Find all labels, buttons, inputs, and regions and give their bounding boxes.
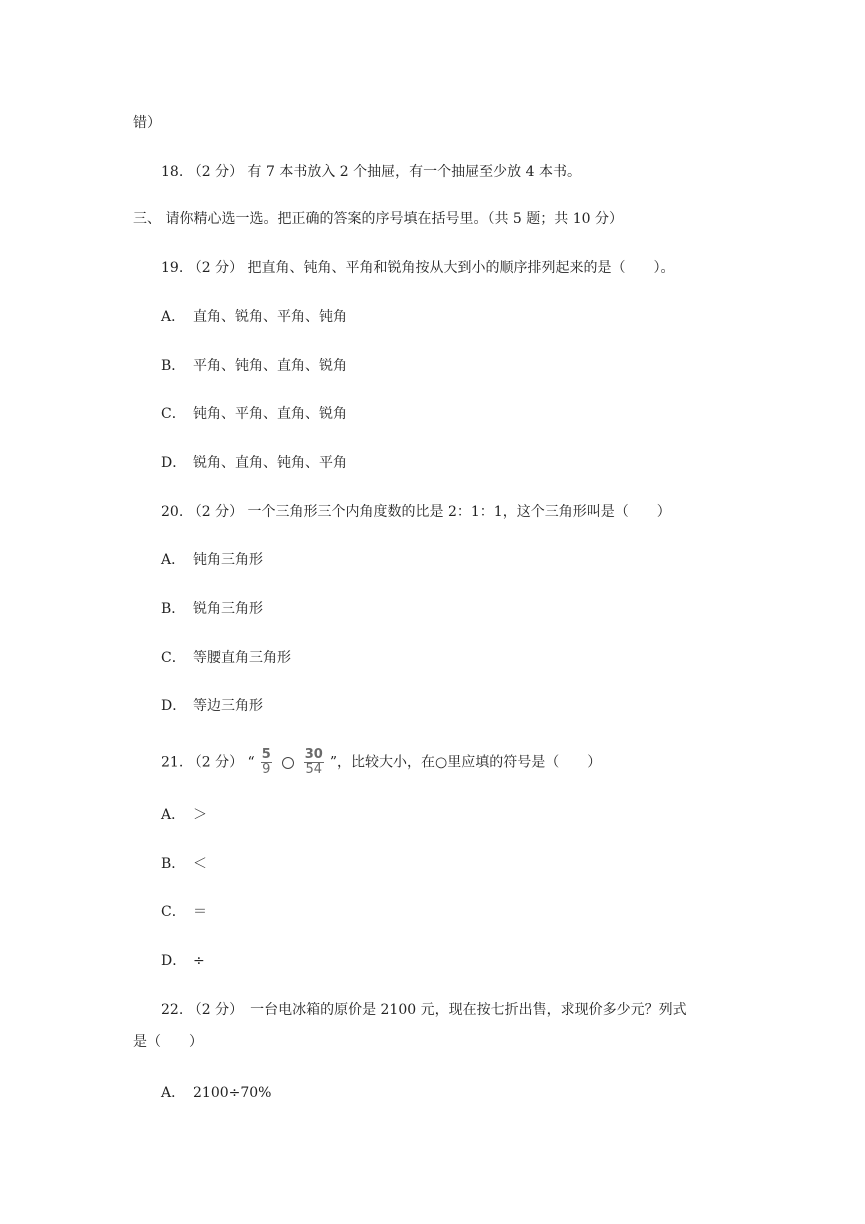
option-text: 钝角三角形 xyxy=(193,552,263,568)
fraction-denominator: 54 xyxy=(305,762,323,777)
option-text: ＞ xyxy=(193,807,207,823)
option-text: 2100÷70% xyxy=(193,1085,272,1101)
fraction-numerator: 30 xyxy=(304,747,323,762)
q19-option-b xyxy=(161,356,347,376)
circle-blank-icon xyxy=(282,757,294,769)
option-text: 平角、钝角、直角、锐角 xyxy=(193,358,347,374)
option-letter: B． xyxy=(161,856,186,872)
continued-text: 错） xyxy=(133,115,161,131)
q20-option-a xyxy=(161,550,263,570)
question-22-continued: 是（ ） xyxy=(133,1034,203,1050)
q21-option-c xyxy=(161,902,207,922)
q21-prefix: 21. （2 分） “ xyxy=(161,754,255,771)
option-text: ÷ xyxy=(193,953,205,969)
q20-option-c xyxy=(161,648,291,668)
option-letter: A． xyxy=(161,1085,186,1101)
option-letter: C． xyxy=(161,406,186,422)
fraction-30-54 xyxy=(304,748,324,777)
option-letter: D． xyxy=(161,455,187,471)
question-18: 18. （2 分） 有 7 本书放入 2 个抽屉，有一个抽屉至少放 4 本书。 xyxy=(161,164,581,180)
option-text: 锐角三角形 xyxy=(193,601,263,617)
option-letter: D． xyxy=(161,953,187,969)
q21-suffix: ”，比较大小，在○里应填的符号是（ ） xyxy=(329,754,602,771)
option-letter: C． xyxy=(161,904,186,920)
section-3-heading: 三、 请你精心选一选。把正确的答案的序号填在括号里。（共 5 题；共 10 分） xyxy=(133,211,623,227)
question-21 xyxy=(161,748,601,777)
fraction-numerator: 5 xyxy=(261,747,271,762)
option-text: ＜ xyxy=(193,856,207,872)
option-letter: D． xyxy=(161,698,187,714)
q21-option-a xyxy=(161,805,207,825)
option-text: ＝ xyxy=(193,904,207,920)
q19-option-a xyxy=(161,307,347,327)
option-letter: A． xyxy=(161,309,186,325)
question-19: 19. （2 分） 把直角、钝角、平角和锐角按从大到小的顺序排列起来的是（ ）。 xyxy=(161,260,675,276)
q19-option-c xyxy=(161,404,347,424)
question-20: 20. （2 分） 一个三角形三个内角度数的比是 2：1：1，这个三角形叫是（ ） xyxy=(161,504,671,520)
q19-option-d xyxy=(161,453,347,473)
q20-option-d xyxy=(161,696,263,716)
q21-option-b xyxy=(161,854,207,874)
option-text: 钝角、平角、直角、锐角 xyxy=(193,406,347,422)
option-letter: A． xyxy=(161,552,186,568)
q22-option-a xyxy=(161,1083,271,1103)
question-22: 22. （2 分） 一台电冰箱的原价是 2100 元，现在按七折出售，求现价多少元？列式 xyxy=(161,1002,687,1018)
fraction-denominator: 9 xyxy=(262,762,271,777)
option-text: 直角、锐角、平角、钝角 xyxy=(193,309,347,325)
option-letter: C． xyxy=(161,650,186,666)
option-letter: B． xyxy=(161,601,186,617)
option-letter: A． xyxy=(161,807,186,823)
option-text: 锐角、直角、钝角、平角 xyxy=(193,455,347,471)
option-letter: B． xyxy=(161,358,186,374)
fraction-5-9 xyxy=(261,748,272,777)
option-text: 等腰直角三角形 xyxy=(193,650,291,666)
q21-option-d xyxy=(161,951,205,971)
option-text: 等边三角形 xyxy=(193,698,263,714)
q20-option-b xyxy=(161,599,263,619)
